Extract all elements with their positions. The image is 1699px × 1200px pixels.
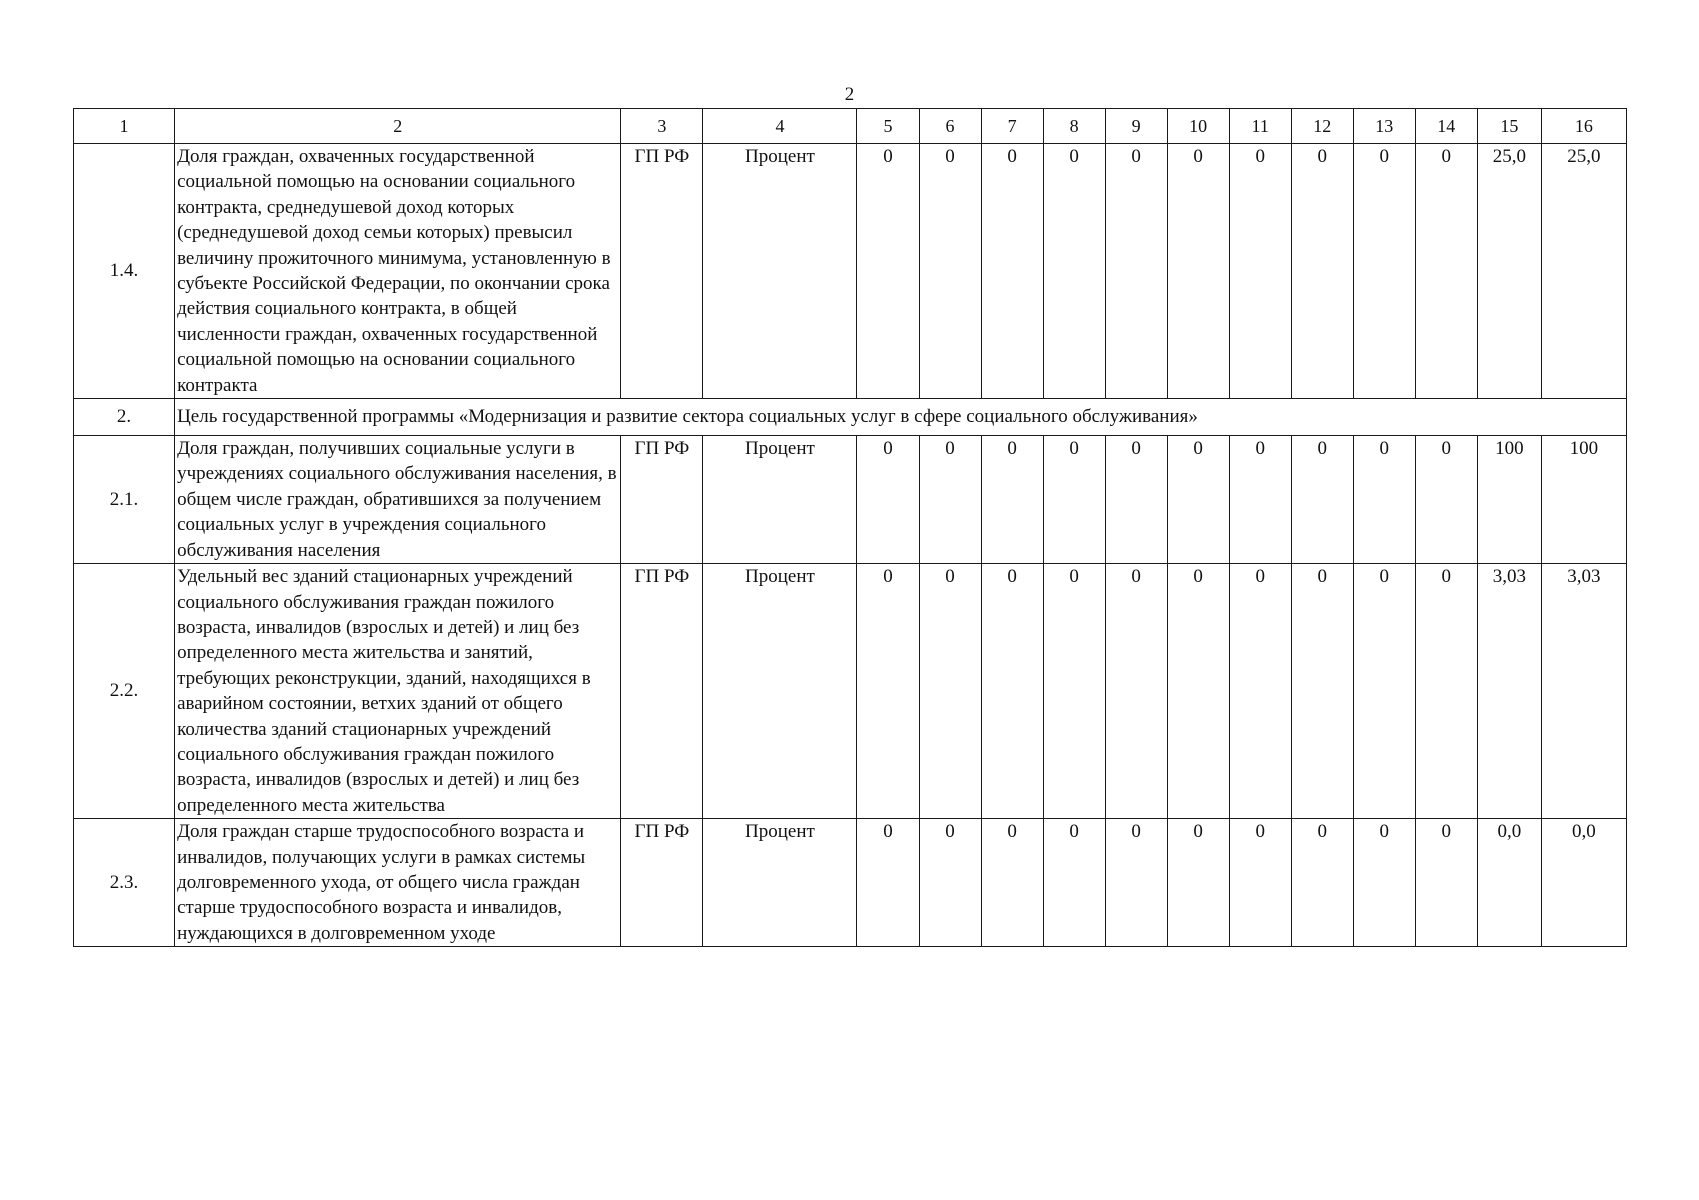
indicator-name: Доля граждан, получивших социальные услуги в учреждениях социального обслуживания населения, в общем числе граждан, обратившихся за получением социальных услуг в учреждения социального обслуживания населения (175, 436, 621, 564)
goal-row (74, 399, 1627, 436)
column-header: 15 (1477, 109, 1541, 144)
indicator-value: 0 (1043, 819, 1105, 947)
indicator-source: ГП РФ (621, 144, 703, 399)
indicator-value: 100 (1541, 436, 1626, 564)
indicator-unit: Процент (703, 436, 857, 564)
indicator-value: 0 (1415, 436, 1477, 564)
indicator-value: 25,0 (1477, 144, 1541, 399)
indicator-value: 0 (857, 436, 919, 564)
indicator-value: 3,03 (1477, 564, 1541, 819)
column-header: 7 (981, 109, 1043, 144)
indicator-value: 0 (1105, 144, 1167, 399)
indicator-value: 0 (919, 819, 981, 947)
indicator-value: 0 (857, 564, 919, 819)
indicator-value: 0 (1353, 564, 1415, 819)
indicator-value: 0 (1291, 564, 1353, 819)
indicator-value: 0 (1043, 436, 1105, 564)
table-row (74, 436, 1627, 564)
indicator-unit: Процент (703, 564, 857, 819)
indicator-value: 0 (1229, 564, 1291, 819)
column-header: 4 (703, 109, 857, 144)
indicator-value: 0 (1291, 436, 1353, 564)
indicator-value: 0 (1353, 144, 1415, 399)
indicator-value: 0 (1105, 436, 1167, 564)
indicator-name: Удельный вес зданий стационарных учреждений социального обслуживания граждан пожилого возраста, инвалидов (взрослых и детей) и лиц без определенного места жительства и занятий, требующих реконструкции, зданий, находящихся в аварийном состоянии, ветхих зданий от общего количества зданий стационарных учреждений социального обслуживания граждан пожилого возраста, инвалидов (взрослых и детей) и лиц без определенного места жительства (175, 564, 621, 819)
indicator-value: 0 (1291, 819, 1353, 947)
column-header: 11 (1229, 109, 1291, 144)
indicator-source: ГП РФ (621, 564, 703, 819)
indicators-table (73, 108, 1627, 947)
indicator-value: 0 (1353, 436, 1415, 564)
goal-text: Цель государственной программы «Модернизация и развитие сектора социальных услуг в сфере социального обслуживания» (175, 399, 1627, 436)
indicator-value: 0 (1353, 819, 1415, 947)
column-header: 1 (74, 109, 175, 144)
indicator-value: 0,0 (1541, 819, 1626, 947)
indicator-value: 0 (1415, 144, 1477, 399)
indicator-value: 0 (1167, 436, 1229, 564)
indicator-value: 0 (1415, 564, 1477, 819)
indicator-value: 0 (1229, 144, 1291, 399)
indicator-value: 0 (1229, 819, 1291, 947)
indicator-value: 0,0 (1477, 819, 1541, 947)
column-header: 2 (175, 109, 621, 144)
column-header: 13 (1353, 109, 1415, 144)
row-number: 2.1. (74, 436, 175, 564)
table-row (74, 819, 1627, 947)
row-number: 2.2. (74, 564, 175, 819)
column-header: 14 (1415, 109, 1477, 144)
indicator-name: Доля граждан старше трудоспособного возраста и инвалидов, получающих услуги в рамках системы долговременного ухода, от общего числа граждан старше трудоспособного возраста и инвалидов, нуждающихся в долговременном уходе (175, 819, 621, 947)
indicator-value: 0 (981, 436, 1043, 564)
indicator-value: 0 (1043, 144, 1105, 399)
column-header: 12 (1291, 109, 1353, 144)
indicator-value: 0 (1167, 144, 1229, 399)
indicator-source: ГП РФ (621, 436, 703, 564)
indicator-unit: Процент (703, 819, 857, 947)
indicator-value: 0 (1229, 436, 1291, 564)
indicator-source: ГП РФ (621, 819, 703, 947)
column-header: 6 (919, 109, 981, 144)
indicator-value: 0 (919, 436, 981, 564)
table-header-row (74, 109, 1627, 144)
indicator-value: 0 (981, 144, 1043, 399)
column-header: 10 (1167, 109, 1229, 144)
page-number: 2 (844, 84, 855, 105)
indicator-value: 0 (1167, 819, 1229, 947)
indicator-value: 100 (1477, 436, 1541, 564)
column-header: 16 (1541, 109, 1626, 144)
indicator-unit: Процент (703, 144, 857, 399)
column-header: 3 (621, 109, 703, 144)
indicator-value: 25,0 (1541, 144, 1626, 399)
indicator-value: 0 (1415, 819, 1477, 947)
row-number: 2. (74, 399, 175, 436)
column-header: 8 (1043, 109, 1105, 144)
indicator-value: 3,03 (1541, 564, 1626, 819)
table-row (74, 564, 1627, 819)
indicator-value: 0 (1291, 144, 1353, 399)
indicator-value: 0 (1105, 819, 1167, 947)
indicator-value: 0 (857, 819, 919, 947)
table-row (74, 144, 1627, 399)
indicator-value: 0 (981, 819, 1043, 947)
indicator-value: 0 (1167, 564, 1229, 819)
indicator-value: 0 (857, 144, 919, 399)
indicator-value: 0 (919, 144, 981, 399)
indicator-value: 0 (1043, 564, 1105, 819)
indicator-name: Доля граждан, охваченных государственной социальной помощью на основании социального контракта, среднедушевой доход которых (среднедушевой доход семьи которых) превысил величину прожиточного минимума, установленную в субъекте Российской Федерации, по окончании срока действия социального контракта, в общей численности граждан, охваченных государственной социальной помощью на основании социального контракта (175, 144, 621, 399)
row-number: 1.4. (74, 144, 175, 399)
row-number: 2.3. (74, 819, 175, 947)
indicator-value: 0 (981, 564, 1043, 819)
column-header: 5 (857, 109, 919, 144)
indicator-value: 0 (1105, 564, 1167, 819)
column-header: 9 (1105, 109, 1167, 144)
indicator-value: 0 (919, 564, 981, 819)
